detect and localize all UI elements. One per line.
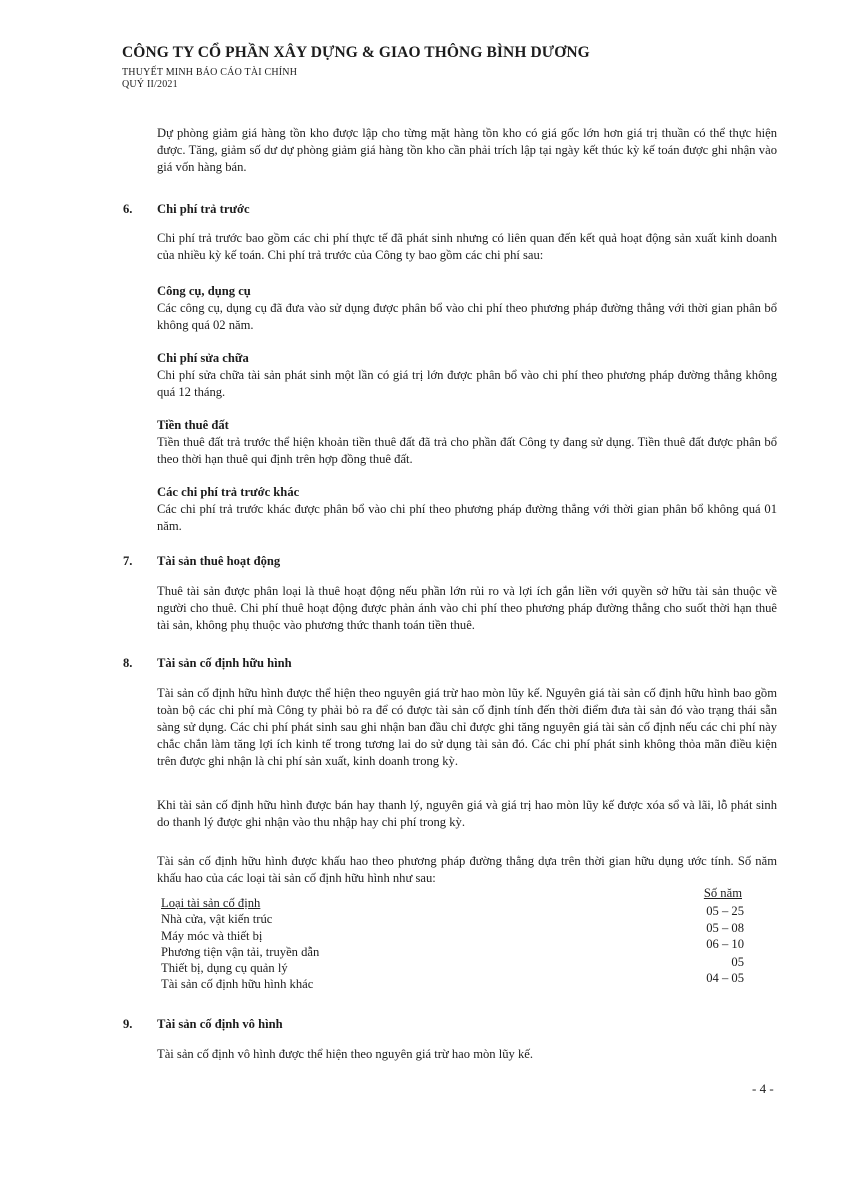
section-9-text: Tài sản cố định vô hình được thể hiện theo nguyên giá trừ hao mòn lũy kế. <box>157 1047 534 1061</box>
table-row-value: 05 – 08 <box>706 921 744 935</box>
company-name: CÔNG TY CỔ PHẦN XÂY DỰNG & GIAO THÔNG BÌNH DƯƠNG <box>122 44 590 61</box>
section-8-number: 8. <box>123 656 133 670</box>
table-row-value: 05 – 25 <box>706 904 744 918</box>
depreciation-table-label-header: Loại tài sản cố định <box>161 896 261 910</box>
section-6-title: Chi phí trả trước <box>157 202 250 216</box>
section-8-paragraph-2: Khi tài sản cố định hữu hình được bán hay thanh lý, nguyên giá và giá trị hao mòn lũy kế được xóa sổ và lãi, lỗ phát sinh do thanh lý được ghi nhận vào thu nhập hay chi phí trong kỳ. <box>157 798 777 829</box>
section-7-title: Tài sản thuê hoạt động <box>157 554 281 568</box>
repair-cost-text: Chi phí sửa chữa tài sản phát sinh một lần có giá trị lớn được phân bổ vào chi phí theo phương pháp đường thẳng không quá 12 tháng. <box>157 368 777 399</box>
report-period: QUÝ II/2021 <box>122 79 178 90</box>
other-prepaid-subtitle: Các chi phí trả trước khác <box>157 485 300 499</box>
page-number: - 4 - <box>752 1081 774 1096</box>
table-row-value: 06 – 10 <box>706 937 744 951</box>
table-row-label: Phương tiện vận tải, truyền dẫn <box>161 945 320 959</box>
table-row-label: Thiết bị, dụng cụ quản lý <box>161 961 288 975</box>
section-9-title: Tài sản cố định vô hình <box>157 1017 283 1031</box>
land-rent-text: Tiền thuê đất trả trước thể hiện khoản tiền thuê đất đã trả cho phần đất Công ty đang sử dụng. Tiền thuê đất được phân bổ theo thời hạn thuê qui định trên hợp đồng thuê đất. <box>157 435 777 466</box>
section-7-number: 7. <box>123 554 133 568</box>
table-row-value: 05 <box>731 955 744 969</box>
section-7-text: Thuê tài sản được phân loại là thuê hoạt động nếu phần lớn rủi ro và lợi ích gắn liền với quyền sở hữu tài sản thuộc về người cho thuê. Chi phí thuê hoạt động được phản ánh vào chi phí theo phương pháp đường thẳng cho suốt thời hạn thuê tài sản, không phụ thuộc vào phương thức thanh toán tiền thuê. <box>157 584 777 632</box>
land-rent-subtitle: Tiền thuê đất <box>157 418 229 432</box>
report-title: THUYẾT MINH BÁO CÁO TÀI CHÍNH <box>122 67 298 78</box>
section-8-paragraph-3: Tài sản cố định hữu hình được khấu hao theo phương pháp đường thẳng dựa trên thời gian hữu dụng ước tính. Số năm khấu hao của các loại tài sản cố định hữu hình như sau: <box>157 854 777 885</box>
table-row-label: Tài sản cố định hữu hình khác <box>161 977 314 991</box>
section-8-title: Tài sản cố định hữu hình <box>157 656 292 670</box>
section-8-paragraph-1: Tài sản cố định hữu hình được thể hiện theo nguyên giá trừ hao mòn lũy kế. Nguyên giá tài sản cố định hữu hình bao gồm toàn bộ các chi phí mà Công ty phải bỏ ra để có được tài sản cố định tính đến thời điểm đưa tài sản đó vào trạng thái sẵn sàng sử dụng. Các chi phí phát sinh sau ghi nhận ban đầu chỉ được ghi tăng nguyên giá tài sản cố định nếu các chi phí này chắc chắn làm tăng lợi ích kinh tế trong tương lai do sử dụng tài sản đó. Các chi phí phát sinh không thỏa mãn điều kiện trên được ghi nhận là chi phí sản xuất, kinh doanh trong kỳ. <box>157 686 777 768</box>
tools-subtitle: Công cụ, dụng cụ <box>157 284 251 298</box>
other-prepaid-text: Các chi phí trả trước khác được phân bổ vào chi phí theo phương pháp đường thẳng với thời gian phân bổ không quá 01 năm. <box>157 502 777 533</box>
table-row-label: Máy móc và thiết bị <box>161 929 263 943</box>
section-6-intro: Chi phí trả trước bao gồm các chi phí thực tế đã phát sinh nhưng có liên quan đến kết quả hoạt động sản xuất kinh doanh của nhiều kỳ kế toán. Chi phí trả trước của Công ty bao gồm các chi phí sau: <box>157 231 777 262</box>
tools-text: Các công cụ, dụng cụ đã đưa vào sử dụng được phân bổ vào chi phí theo phương pháp đường thẳng với thời gian phân bổ không quá 02 năm. <box>157 301 777 332</box>
section-6-number: 6. <box>123 202 133 216</box>
table-row-label: Nhà cửa, vật kiến trúc <box>161 912 273 926</box>
table-row-value: 04 – 05 <box>706 971 744 985</box>
repair-cost-subtitle: Chi phí sửa chữa <box>157 351 249 365</box>
section-9-number: 9. <box>123 1017 133 1031</box>
depreciation-table-years-header: Số năm <box>703 886 742 900</box>
inventory-provision-paragraph: Dự phòng giảm giá hàng tồn kho được lập cho từng mặt hàng tồn kho có giá gốc lớn hơn giá trị thuần có thể thực hiện được. Tăng, giảm số dư dự phòng giảm giá hàng tồn kho cần phải trích lập tại ngày kết thúc kỳ kế toán được ghi nhận vào giá vốn hàng bán. <box>157 126 777 174</box>
